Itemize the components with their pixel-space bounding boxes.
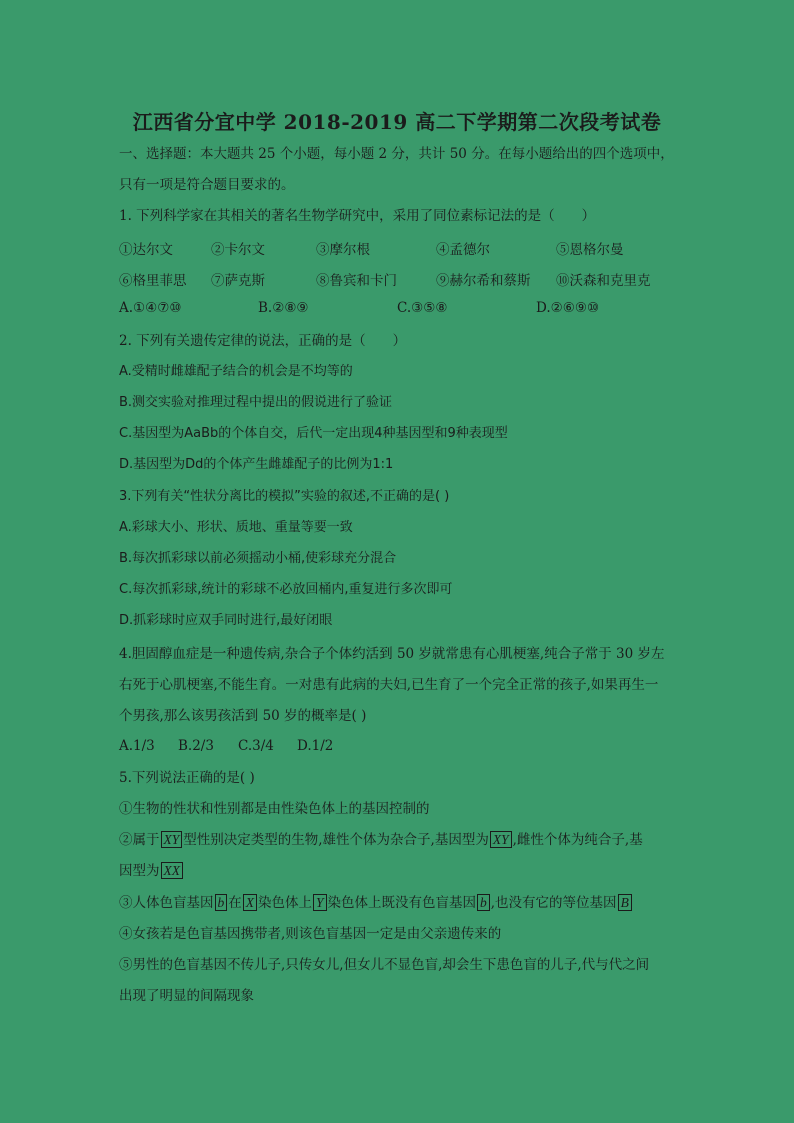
q2-option-d: D.基因型为Dd的个体产生雌雄配子的比例为1:1: [119, 457, 394, 472]
q3-option-c: C.每次抓彩球,统计的彩球不必放回桶内,重复进行多次即可: [119, 582, 453, 597]
q4-stem-line-2: 右死于心肌梗塞,不能生育。一对患有此病的夫妇,已生育了一个完全正常的孩子,如果再生一: [119, 677, 659, 693]
q1-choice: ⑧鲁宾和卡门: [316, 273, 397, 289]
q5-statement-5-line-1: ⑤男性的色盲基因不传儿子,只传女儿,但女儿不显色盲,却会生下患色盲的儿子,代与代之间: [119, 957, 650, 973]
q5-s3-text: 染色体上既没有色盲基因: [327, 895, 477, 911]
q1-choice: ⑨赫尔希和蔡斯: [436, 273, 531, 289]
q3-option-b: B.每次抓彩球以前必须摇动小桶,使彩球充分混合: [119, 551, 397, 566]
q4-option-d: D.1/2: [297, 738, 334, 754]
q5-statement-2-cont: [119, 862, 184, 880]
q1-choice: ①达尔文: [119, 242, 173, 258]
chromosome-box: X: [243, 894, 257, 911]
gene-box: b: [215, 894, 228, 911]
q5-statement-2: [119, 831, 643, 849]
q5-s3-text: 在: [228, 895, 242, 911]
q2-option-a: A.受精时雌雄配子结合的机会是不均等的: [119, 364, 353, 379]
q5-s2-text: 型性别决定类型的生物,雄性个体为杂合子,基因型为: [183, 832, 489, 848]
section-intro-line-2: 只有一项是符合题目要求的。: [119, 177, 295, 193]
q1-choice: ④孟德尔: [436, 242, 490, 258]
q1-option-d: D.②⑥⑨⑩: [536, 300, 600, 316]
q5-s3-text: ③人体色盲基因: [119, 895, 214, 911]
q2-option-c: C.基因型为AaBb的个体自交，后代一定出现4种基因型和9种表现型: [119, 426, 508, 441]
genotype-box: XY: [161, 831, 183, 848]
chromosome-box: Y: [313, 894, 327, 911]
q3-stem: 3.下列有关“性状分离比的模拟”实验的叙述,不正确的是( ): [119, 489, 450, 504]
q1-option-c: C.③⑤⑧: [397, 300, 448, 316]
q1-choice: ⑤恩格尔曼: [556, 242, 624, 258]
q1-choice: ②卡尔文: [211, 242, 265, 258]
q1-stem: 1. 下列科学家在其相关的著名生物学研究中，采用了同位素标记法的是（ ）: [119, 208, 596, 224]
q5-s2-text: ,雌性个体为纯合子,基: [512, 832, 643, 848]
genotype-box: XY: [490, 831, 512, 848]
q1-choice: ⑩沃森和克里克: [556, 273, 651, 289]
gene-box: B: [618, 894, 632, 911]
q5-s2-text: ②属于: [119, 832, 160, 848]
q4-option-b: B.2/3: [178, 738, 214, 754]
q3-option-a: A.彩球大小、形状、质地、重量等要一致: [119, 520, 353, 535]
q5-s3-text: 染色体上: [258, 895, 312, 911]
q4-stem-line-3: 个男孩,那么该男孩活到 50 岁的概率是( ): [119, 708, 367, 724]
q5-statement-3: [119, 894, 633, 912]
q4-option-a: A.1/3: [119, 738, 155, 754]
q1-option-a: A.①④⑦⑩: [119, 300, 182, 316]
q5-stem: 5.下列说法正确的是( ): [119, 770, 255, 786]
q2-stem: 2. 下列有关遗传定律的说法，正确的是（ ）: [119, 333, 407, 349]
q1-option-b: B.②⑧⑨: [258, 300, 309, 316]
section-intro-line-1: 一、选择题：本大题共 25 个小题，每小题 2 分，共计 50 分。在每小题给出的四个选项中，: [119, 146, 674, 162]
q4-stem-line-1: 4.胆固醇血症是一种遗传病,杂合子个体约活到 50 岁就常患有心肌梗塞,纯合子常于 30 岁左: [119, 646, 665, 662]
q5-statement-1: ①生物的性状和性别都是由性染色体上的基因控制的: [119, 801, 430, 817]
genotype-box: XX: [161, 862, 184, 879]
q3-option-d: D.抓彩球时应双手同时进行,最好闭眼: [119, 613, 333, 628]
q1-choice: ⑦萨克斯: [211, 273, 265, 289]
q5-s3-text: ,也没有它的等位基因: [490, 895, 617, 911]
q1-choice: ⑥格里菲思: [119, 273, 187, 289]
gene-box: b: [477, 894, 490, 911]
q4-option-c: C.3/4: [238, 738, 274, 754]
q2-option-b: B.测交实验对推理过程中提出的假说进行了验证: [119, 395, 393, 410]
q5-statement-4: ④女孩若是色盲基因携带者,则该色盲基因一定是由父亲遗传来的: [119, 926, 502, 942]
q5-s2-text: 因型为: [119, 863, 160, 879]
exam-title: 江西省分宜中学 2018-2019 高二下学期第二次段考试卷: [132, 110, 662, 134]
q5-statement-5-line-2: 出现了明显的间隔现象: [119, 988, 254, 1004]
q1-choice: ③摩尔根: [316, 242, 370, 258]
